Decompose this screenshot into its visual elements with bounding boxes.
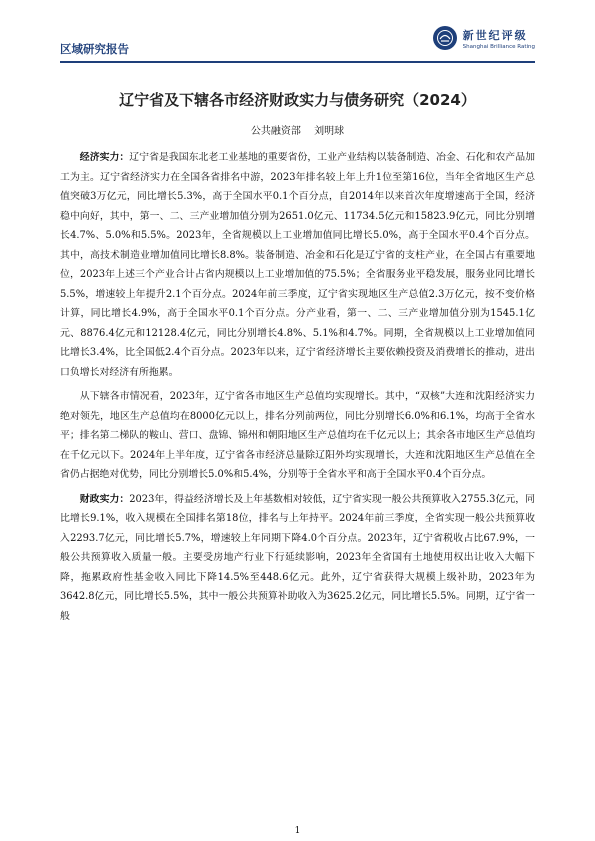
- author-department: 公共融资部: [250, 126, 301, 137]
- authors-line: [60, 122, 535, 137]
- page-header: [60, 26, 535, 60]
- paragraph-economic-strength: [60, 148, 535, 382]
- paragraph-lead: 经济实力：: [79, 152, 130, 163]
- brand: [433, 26, 535, 50]
- header-divider: [60, 61, 535, 63]
- author-name: 刘明球: [314, 126, 345, 137]
- page-number: 1: [294, 826, 301, 836]
- brand-english-name: Shanghai Brilliance Rating: [462, 43, 535, 50]
- document-body: [60, 148, 535, 631]
- document-title: 辽宁省及下辖各市经济财政实力与债务研究（2024）: [119, 91, 476, 109]
- brand-logo-icon: [433, 26, 457, 50]
- paragraph-fiscal-strength: [60, 490, 535, 627]
- paragraph-text: 2023年，得益经济增长及上年基数相对较低，辽宁省实现一般公共预算收入2755.3亿元，同比增长9.1%，收入规模在全国排名第18位，排名与上年持平。2024年前三季度，全省实现一般公共预算收入2293.7亿元，同比增长5.7%，增速较上年同期下降4.0个百分点。2023年，辽宁省税收占比67.9%，一般公共预算收入质量一般。主要受房地产行业下行延续影响，2023年全省国有土地使用权出让收入大幅下降，拖累政府性基金收入同比下降14.5%至448.6亿元。此外，辽宁省获得大规模上级补助，2023年为3642.8亿元，同比增长5.5%，其中一般公共预算补助收入为3625.2亿元，同比增长5.5%。同期，辽宁省一般: [60, 493, 535, 622]
- brand-name: 新世纪评级: [462, 28, 528, 42]
- report-type-label: 区域研究报告: [60, 42, 129, 56]
- paragraph-cities: [60, 387, 535, 485]
- paragraph-text: 从下辖各市情况看，2023年，辽宁省各市地区生产总值均实现增长。其中，“双核”大连和沈阳经济实力绝对领先，地区生产总值均在8000亿元以上，排名分列前两位，同比分别增长6.0%和6.1%，均高于全省水平；排名第二梯队的鞍山、营口、盘锦、锦州和朝阳地区生产总值均在千亿元以上；其余各市地区生产总值均在千亿元以下。2024年上半年度，辽宁省各市经济总量除辽阳外均实现增长，大连和沈阳地区生产总值在全省仍占据绝对优势，同比分别增长5.0%和5.4%，分别等于全省水平和高于全国水平0.4个百分点。: [60, 391, 535, 480]
- paragraph-text: 辽宁省是我国东北老工业基地的重要省份，工业产业结构以装备制造、冶金、石化和农产品加工为主。辽宁省经济实力在全国各省排名中游，2023年排名较上年上升1位至第16位，当年全省地区生产总值突破3万亿元，同比增长5.3%，高于全国水平0.1个百分点，自2014年以来首次年度增速高于全国，经济稳中向好，其中，第一、二、三产业增加值分别为2651.0亿元、11734.5亿元和15823.9亿元，同比分别增长4.7%、5.0%和5.5%。2023年，全省规模以上工业增加值同比增长5.0%，高于全国水平0.4个百分点。其中，高技术制造业增加值同比增长8.8%。装备制造、冶金和石化是辽宁省的支柱产业，在全国占有重要地位，2023年上述三个产业合计占省内规模以上工业增加值的75.5%；全省服务业平稳发展，服务业同比增长5.5%，增速较上年提升2.1个百分点。2024年前三季度，辽宁省实现地区生产总值2.3万亿元，按不变价格计算，同比增长4.9%，高于全国水平0.1个百分点。分产业看，第一、二、三产业增加值分别为1545.1亿元、8876.4亿元和12128.4亿元，同比分别增长4.8%、5.1%和4.7%。同期，全省规模以上工业增加值同比增长3.4%，比全国低2.4个百分点。2023年以来，辽宁省经济增长主要依赖投资及消费增长的推动，进出口负增长对经济有所拖累。: [60, 152, 535, 378]
- paragraph-lead: 财政实力：: [79, 493, 130, 505]
